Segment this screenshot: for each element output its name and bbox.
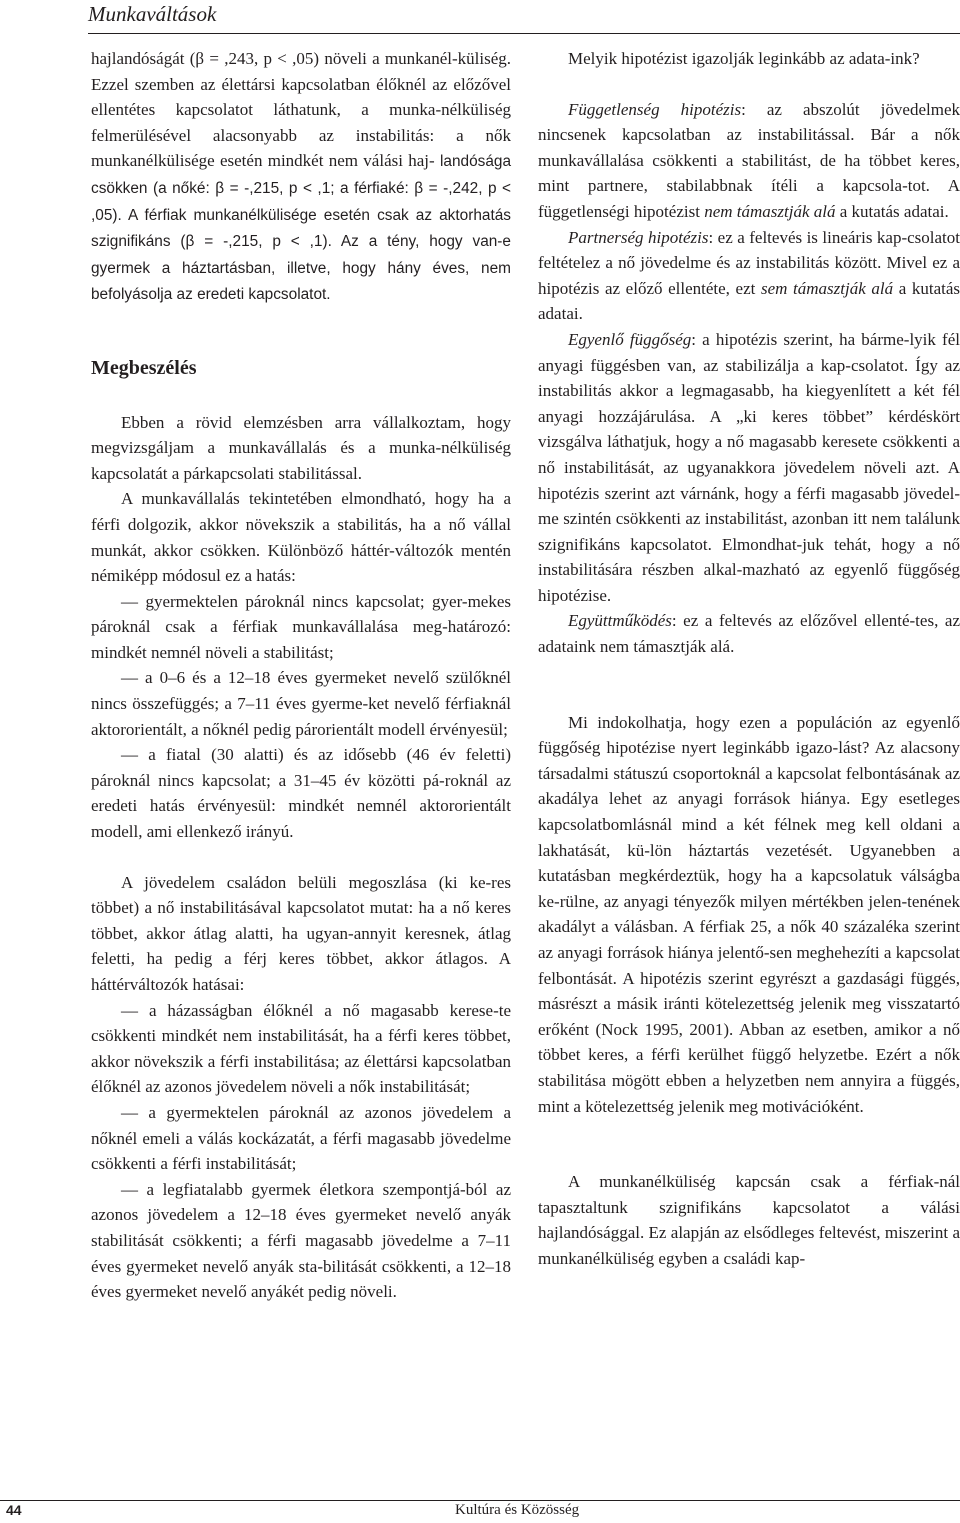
journal-title: Kultúra és Közösség (455, 1502, 580, 1518)
paragraph-independence-hypothesis (538, 97, 960, 225)
term-equal-dependence: Egyenlő függőség (568, 329, 692, 349)
left-column (91, 46, 511, 1305)
paragraph-employment: A munkavállalás tekintetében elmondható, hogy ha a férfi dolgozik, akkor növekszik a stabilitás, ha a nő vállal munkát, akkor csökken. Különböző háttér-változók mentén némiképp módosul ez a hatás: (91, 489, 511, 586)
term-cooperation: Együttműködés (568, 611, 672, 631)
page-number: 44 (6, 1502, 22, 1518)
paragraph-unemployment: A munkanélküliség kapcsán csak a férfiak-nál tapasztaltunk szignifikáns kapcsolatot a válási hajlandósággal. Ez alapján az elsődleges feltevést, miszerint a munkanélküliség egyben a családi kap- (538, 1172, 960, 1268)
right-column (538, 46, 960, 1272)
paragraph-income: A jövedelem családon belüli megoszlása (ki ke-res többet) a nő instabilitásával kapcsolatot mutat: ha a nő keres többet, akkor átlag alatti, ha ugyan-annyit keresnek, átlag feletti, ha pedig a férj keres többet, akkor átlagos. A háttérváltozók hatásai: (91, 872, 511, 994)
partnership-text: : ez a feltevés is lineáris kap-csolatot feltételez a nő jövedelme és az instabilitás között. Mivel ez a hipotézis az előző ellentéte, ezt (538, 227, 960, 298)
spacer (538, 1119, 960, 1169)
paragraph-results-end (91, 46, 511, 308)
emphasis-not-supported: nem támasztják alá (704, 201, 836, 221)
paragraph-partnership-hypothesis (538, 225, 960, 327)
list-item-childless: — gyermektelen pároknál nincs kapcsolat; gyer-mekes pároknál csak a férfiak munkavállalása meg-határozó: mindkét nemnél növeli a stabilitást; (91, 591, 511, 662)
paragraph-equal-dependence (538, 327, 960, 609)
spacer (538, 72, 960, 97)
term-independence: Függetlenség hipotézis (568, 99, 742, 119)
paragraph-explanation: Mi indokolhatja, hogy ezen a populáción az egyenlő függőség hipotézise nyert leginkább igazo-lást? Az alacsony társadalmi státuszú csoportoknál a kapcsolat felbontásának az akadálya lehet az anyagi források hiánya. Egy esetleges kapcsolatbomlásnál mind a két félnek meg kell oldani a lakhatását, kü-lön háztartás vezetését. Ugyanebben a kutatásban megkérdeztük, hogy ha a kapcsolatuk válságba ke-rülne, az anyagi tényezők milyen mértékben jelen-tenének akadályt a válásban. A férfiak 25, a nők 40 százaléka szerint az anyagi források hiánya jelentő-sen meghehezíti a kapcsolat felbontását. A hipotézis szerint egyrészt a gazdasági függés, másrészt a másik iránti kötelezettség jelenik meg visszatartó erőként (Nock 1995, 2001). Abban az esetben, amikor a nő többet keres, a férfi kerülhet függő helyzetbe. Ezért a nők stabilitása mögött ebben a helyzetben nem annyira a függés, mint a kötelezettség jelenik meg motivációként. (538, 712, 960, 1116)
term-partnership: Partnerség hipotézis (568, 227, 709, 247)
list-item-childless-income: — a gyermektelen pároknál az azonos jövedelem a nőknél emeli a válás kockázatát, a férfi magasabb jövedelme csökkenti a férfi instabilitását; (91, 1102, 511, 1174)
independence-text: : az abszolút jövedelmek nincsenek kapcsolatban az instabilitással. Bár a nők munkavállalása csökkenti a stabilitást, de ha többet keres, mint partnere, stabilabbnak ítéli a kapcsola-tot. A függetlenségi hipotézist (538, 99, 960, 221)
list-item-marital-status: — a házasságban élőknél a nő magasabb kerese-te csökkenti mindkét nem instabilitását, ha a férfi keres többet, akkor növekszik a férfi instabilitása; az élettársi kapcsolatban élőknél az azonos jövedelem növeli a nők instabilitását; (91, 1000, 511, 1097)
paragraph-cooperation (538, 608, 960, 659)
paragraph-results-part2: landósága csökken (a nőké: β = -,215, p < ,1; a férfiaké: β = -,242, p < ,05). A férfiak munkanélkülisége esetén csak az aktorhatás szignifikáns (β = -,215, p < ,1). Az a tény, hogy van-e gyermek a háztartásban, illetve, hogy hány éves, nem befolyásolja az eredeti kapcsolatot. (91, 153, 512, 304)
list-item-age-groups: — a fiatal (30 alatti) és az idősebb (46 év feletti) pároknál nincs kapcsolat; a 31–45 év közötti pá-roknál az eredeti hatás érvényesül: mindkét nemnél aktororientált modell, ami ellenkező irányú. (91, 745, 511, 842)
list-item-youngest-child: — a legfiatalabb gyermek életkora szempontjá-ból az azonos jövedelem a 12–18 éves gyermeket nevelő anyák stabilitását csökkenti; a férfi magasabb jövedelme a 7–11 éves gyermeket nevelő anyák sta-bilitását csökkenti, a 12–18 éves gyermeket nevelő anyákét pedig növeli. (91, 1179, 511, 1302)
header-rule (88, 33, 960, 34)
spacer (538, 660, 960, 710)
list-item-child-age: — a 0–6 és a 12–18 éves gyermeket nevelő szülőknél nincs összefüggés; a 7–11 éves gyerme-ket nevelő férfiaknál aktororientált, a nőknél pedig párorientált modell érvényesül; (91, 668, 511, 739)
paragraph-results-part1: hajlandóságát (β = ,243, p < ,05) növeli a munkanél-küliség. Ezzel szemben az élettársi kapcsolatban élőknél az előzővel ellentétes kapcsolatot láthatunk, a munka-nélküliség felmerülésével alacsonyabb az instabilitás: a nők munkanélkülisége esetén mindkét nem válási haj- (91, 49, 511, 171)
footer-rule (0, 1500, 960, 1501)
cooperation-text: : ez a feltevés az előzővel ellenté-tes, az adataink nem támasztják alá. (538, 611, 960, 657)
paragraph-discussion-intro: Ebben a rövid elemzésben arra vállalkoztam, hogy megvizsgáljam a munkavállalás és a munka-nélküliség kapcsolatát a párkapcsolati stabilitással. (91, 412, 511, 483)
partnership-tail: a kutatás adatai. (538, 278, 960, 324)
spacer (91, 845, 511, 870)
section-heading: Megbeszélés (91, 356, 197, 379)
independence-tail: a kutatás adatai. (835, 201, 949, 221)
running-title: Munkaváltások (88, 2, 217, 26)
paragraph-question: Melyik hipotézist igazolják leginkább az adata-ink? (568, 49, 920, 68)
emphasis-also-not-supported: sem támasztják alá (760, 278, 894, 298)
equal-dependence-text: : a hipotézis szerint, ha bárme-lyik fél anyagi függésben van, az stabilizálja a kap-csolatot. Így az instabilitás akkor a legmagasabb, ha kiegyenlített a két fél anyagi hozzájárulása. A „ki keres többet” kérdéskört vizsgálva láthatjuk, hogy a nő magasabb keresete csökkenti a nő instabilitását, az ugyanakkora jövedelem növeli azt. A hipotézis szerint azt várnánk, hogy a férfi magasabb jövedel-me szintén csökkenti az instabilitást, azonban itt nem találunk szignifikáns kapcsolatot. Elmondhat-juk tehát, hogy a nő instabilitására részben alkal-mazható az egyenlő függőség hipotézise. (538, 329, 960, 605)
